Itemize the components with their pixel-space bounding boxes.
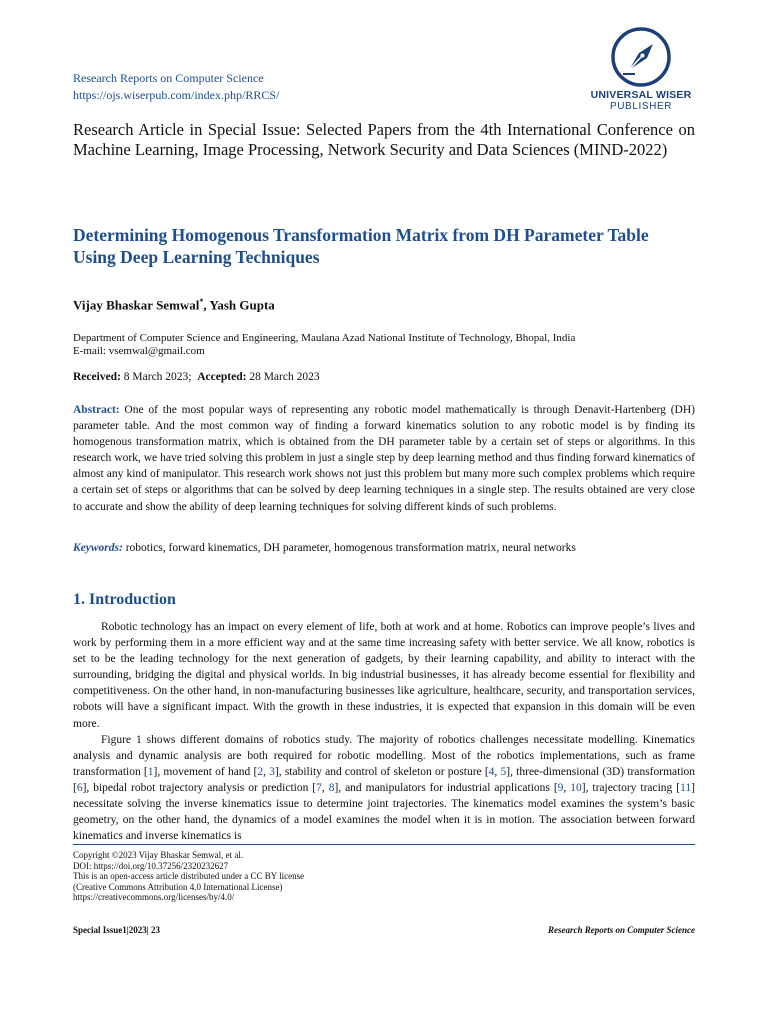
footer-journal: Research Reports on Computer Science	[547, 925, 695, 935]
footer-issue: Special Issue1|2023| 23	[73, 925, 160, 935]
accepted-date: 28 March 2023	[246, 371, 320, 383]
text-run: ], trajectory tracing [	[581, 781, 681, 794]
publisher-name: UNIVERSAL WISER	[590, 89, 692, 101]
paragraph	[73, 732, 695, 845]
paper-title: Determining Homogenous Transformation Matrix from DH Parameter Table Using Deep Learning Techniques	[73, 225, 649, 267]
text-run: ,	[563, 781, 571, 794]
citation-link[interactable]: 9	[557, 781, 564, 794]
pen-nib-icon	[609, 27, 673, 87]
abstract	[73, 402, 695, 515]
abstract-label: Abstract:	[73, 404, 120, 416]
text-run: ], bipedal robot trajectory analysis or prediction [	[82, 781, 317, 794]
keywords-text: robotics, forward kinematics, DH parameter, homogenous transformation matrix, neural networks	[122, 542, 576, 554]
author-list	[73, 297, 275, 313]
citation-link[interactable]: 4	[488, 765, 495, 778]
affiliation: Department of Computer Science and Engineering, Maulana Azad National Institute of Technology, Bhopal, India	[73, 332, 576, 344]
text-run: ], movement of hand [	[153, 765, 258, 778]
license-link[interactable]: https://creativecommons.org/licenses/by/4.0/	[73, 892, 235, 903]
submission-dates	[73, 371, 320, 383]
text-run: ,	[263, 765, 270, 778]
journal-url[interactable]: https://ojs.wiserpub.com/index.php/RRCS/	[73, 88, 280, 102]
author-secondary: , Yash Gupta	[203, 297, 275, 313]
section-heading-introduction: 1. Introduction	[73, 591, 176, 608]
text-run: ], stability and control of skeleton or posture [	[274, 765, 489, 778]
text-run: ,	[494, 765, 501, 778]
affiliation-block	[73, 332, 695, 358]
corresponding-mark: *	[199, 297, 204, 306]
license-line: This is an open-access article distributed under a CC BY license	[73, 871, 305, 882]
received-date: 8 March 2023;	[120, 371, 192, 383]
citation-link[interactable]: 5	[500, 765, 507, 778]
special-issue-note: Research Article in Special Issue: Selected Papers from the 4th International Conference on Machine Learning, Image Processing, Network Security and Data Sciences (MIND-2022)	[73, 120, 695, 159]
paper-page	[73, 0, 695, 1024]
publisher-logo	[587, 27, 695, 112]
copyright-line: Copyright ©2023 Vijay Bhaskar Semwal, et al.	[73, 850, 244, 860]
citation-link[interactable]: 7	[316, 781, 322, 794]
citation-link[interactable]: 3	[269, 765, 275, 778]
journal-header	[73, 70, 279, 104]
keywords-label: Keywords:	[73, 542, 123, 554]
citation-link[interactable]: 8	[328, 781, 335, 794]
copyright-block	[73, 850, 304, 903]
text-run: Figure 1 shows different domains of robotics study. The majority of robotics challenges necessitate modelling. Kinematics analysis and dynamic analysis are both required for robotic modelling. Most of the robotics implementations, such as frame transformation [	[73, 733, 695, 778]
journal-name: Research Reports on Computer Science	[73, 71, 264, 85]
doi-link[interactable]: DOI: https://doi.org/10.37256/2320232627	[73, 860, 229, 871]
text-run: ], and manipulators for industrial applications [	[334, 781, 558, 794]
contact-email[interactable]: E-mail: vsemwal@gmail.com	[73, 345, 205, 357]
footnote-divider	[73, 844, 695, 845]
citation-link[interactable]: 11	[680, 781, 692, 794]
received-label: Received:	[73, 371, 121, 383]
accepted-label: Accepted:	[197, 371, 247, 383]
author-primary: Vijay Bhaskar Semwal	[73, 297, 200, 313]
license-name: (Creative Commons Attribution 4.0 International License)	[73, 881, 283, 892]
section-body	[73, 619, 695, 844]
keywords	[73, 542, 695, 554]
paragraph: Robotic technology has an impact on every element of life, both at work and at home. Robotics can improve people’s lives and work by performing them in a more efficient way and at the same time increasing safety with better service. We all know, robotics is set to be the leading technology for the next generation of gadgets, by their learning capability, and ability to interact with the surrounding, bridging the digital and physical worlds. In big industrial businesses, it has already become essential for flexibility and competitiveness. On the other hand, in non-manufacturing businesses like agriculture, healthcare, security, and transportation services, robots will have a significant impact. With the growth in these industries, it is expected that expansion in this domain will be even more.	[73, 621, 695, 730]
citation-link[interactable]: 10	[570, 781, 582, 794]
abstract-text: One of the most popular ways of representing any robotic model mathematically is through Denavit-Hartenberg (DH) parameter table. And the most common way of finding a forward kinematics solution to any robotic model is by finding its homogenous transformation matrix, which is obtained from the DH parameter table by a certain set of steps or algorithms. In this research work, we have tried solving this problem in just a single step by deep learning method and thus finding forward kinematics of almost any kind of manipulator. This research work shows not just this problem but many more such complex problems which require a certain set of steps or algorithms that can be solved by deep learning techniques in a single step. The results obtained are very close to accurate and show the ability of deep learning techniques for solving different kinds of such problems.	[73, 404, 695, 513]
text-run: ], three-dimensional (3D) transformation [	[73, 765, 696, 794]
citation-link[interactable]: 6	[76, 781, 83, 794]
citation-link[interactable]: 2	[257, 765, 264, 778]
text-run: ] necessitate solving the inverse kinematics issue to determine joint trajectories. The kinematics model examines the system’s basic geometry, on the other hand, the dynamics of a model examines the model when it is in motion. The association between forward kinematics and inverse kinematics is	[73, 781, 695, 843]
publisher-subtitle: PUBLISHER	[609, 101, 673, 112]
text-run: ,	[321, 781, 329, 794]
citation-link[interactable]: 1	[147, 765, 154, 778]
